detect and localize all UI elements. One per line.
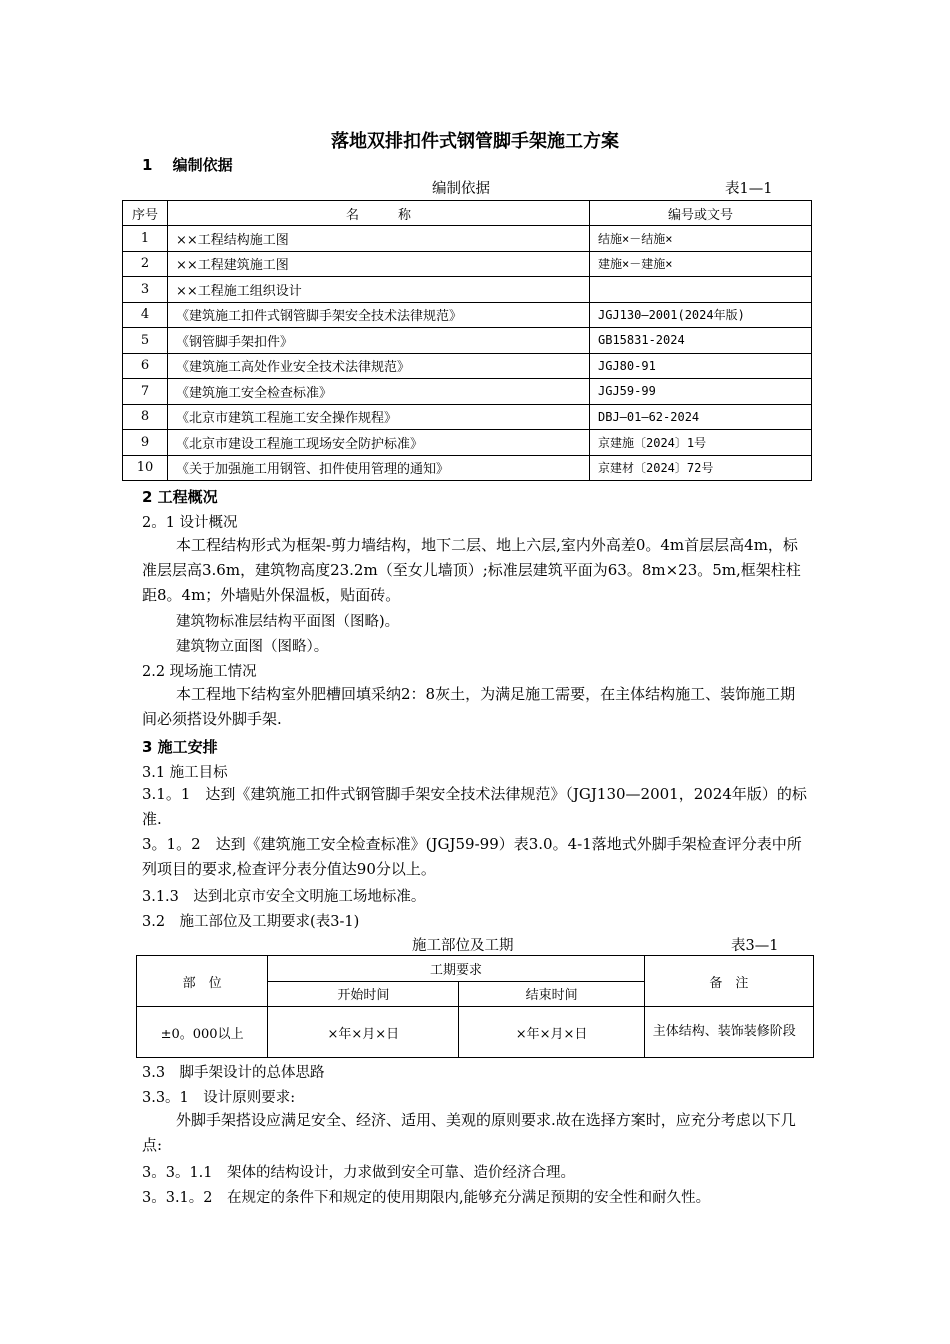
cell-code: 京建施〔2024〕1号	[590, 430, 812, 456]
cell-code: DBJ—01—62-2024	[590, 404, 812, 430]
subsection-2-1-heading: 2。1 设计概况	[142, 515, 238, 531]
site-condition-paragraph: 本工程地下结构室外肥槽回填采纳2：8灰土，为满足施工需要，在主体结构施工、装饰施工期间必须搭设外脚手架.	[142, 685, 796, 728]
cell-code: 建施×－建施×	[590, 251, 812, 277]
table-row	[123, 251, 812, 277]
cell-name: 《建筑施工安全检查标准》	[168, 379, 590, 405]
cell-note: 主体结构、装饰装修阶段	[644, 1007, 813, 1058]
principle-3-3-1-2: 3。3.1。2 在规定的条件下和规定的使用期限内,能够充分满足预期的安全性和耐久性。	[142, 1190, 711, 1206]
table-header-row	[123, 201, 812, 226]
cell-name: 《建筑施工高处作业安全技术法律规范》	[168, 353, 590, 379]
table-row	[123, 455, 812, 481]
cell-number: 3	[123, 277, 168, 303]
subsection-3-3-1-heading: 3.3。1 设计原则要求:	[142, 1090, 296, 1106]
cell-end: ×年×月×日	[459, 1007, 644, 1058]
cell-code: JGJ130—2001(2024年版)	[590, 302, 812, 328]
column-header-end: 结束时间	[459, 981, 644, 1007]
cell-start: ×年×月×日	[268, 1007, 459, 1058]
table-header-row	[137, 956, 814, 982]
cell-number: 6	[123, 353, 168, 379]
column-header: 序号	[123, 201, 168, 226]
cell-number: 4	[123, 302, 168, 328]
table-row	[137, 1007, 814, 1058]
section-1-heading: 1 编制依据	[142, 156, 233, 174]
cell-number: 10	[123, 455, 168, 481]
column-header-note: 备 注	[644, 956, 813, 1007]
table-row	[123, 328, 812, 354]
cell-part: ±0。000以上	[137, 1007, 268, 1058]
cell-code: 京建材〔2024〕72号	[590, 455, 812, 481]
table-row	[123, 302, 812, 328]
table-row	[123, 430, 812, 456]
cell-code: 结施×－结施×	[590, 226, 812, 252]
cell-code: GB15831-2024	[590, 328, 812, 354]
section-3-heading: 3 施工安排	[142, 738, 218, 756]
section-2-heading: 2 工程概况	[142, 488, 218, 506]
subsection-3-1-heading: 3.1 施工目标	[142, 765, 228, 781]
cell-name: 《北京市建筑工程施工安全操作规程》	[168, 404, 590, 430]
plan-drawing-note: 建筑物标准层结构平面图（图略)。	[176, 614, 400, 630]
table-row	[123, 379, 812, 405]
cell-number: 2	[123, 251, 168, 277]
table-row	[123, 353, 812, 379]
column-header: 名 称	[168, 201, 590, 226]
cell-number: 8	[123, 404, 168, 430]
table-2-number: 表3—1	[731, 938, 779, 954]
goal-3-1-2: 3。1。2 达到《建筑施工安全检查标准》(JGJ59-99）表3.0。4-1落地式外脚手架检查评分表中所列项目的要求,检查评分表分值达90分以上。	[142, 835, 802, 878]
subsection-3-3-heading: 3.3 脚手架设计的总体思路	[142, 1065, 325, 1081]
cell-name: ××工程施工组织设计	[168, 277, 590, 303]
column-header: 编号或文号	[590, 201, 812, 226]
basis-table-body	[123, 226, 812, 481]
basis-table	[122, 200, 812, 481]
column-header-part: 部 位	[137, 956, 268, 1007]
cell-number: 7	[123, 379, 168, 405]
table-2-caption: 施工部位及工期	[412, 938, 514, 954]
cell-name: ××工程建筑施工图	[168, 251, 590, 277]
principle-3-3-1-1: 3。3。1.1 架体的结构设计，力求做到安全可靠、造价经济合理。	[142, 1165, 576, 1181]
cell-number: 9	[123, 430, 168, 456]
design-overview-paragraph: 本工程结构形式为框架-剪力墙结构，地下二层、地上六层,室内外高差0。4m首层层高4m，标准层层高3.6m，建筑物高度23.2m（至女儿墙顶）;标准层建筑平面为63。8m×23。5m,框架柱柱距8。4m；外墙贴外保温板，贴面砖。	[142, 536, 801, 604]
cell-name: ××工程结构施工图	[168, 226, 590, 252]
cell-code: JGJ59-99	[590, 379, 812, 405]
cell-number: 1	[123, 226, 168, 252]
column-header-period: 工期要求	[268, 956, 645, 982]
elevation-drawing-note: 建筑物立面图（图略）。	[176, 639, 329, 655]
cell-code	[590, 277, 812, 303]
table-1-caption: 编制依据	[432, 181, 490, 197]
table-row	[123, 404, 812, 430]
table-1-number: 表1—1	[725, 181, 773, 197]
cell-name: 《建筑施工扣件式钢管脚手架安全技术法律规范》	[168, 302, 590, 328]
schedule-table	[136, 955, 814, 1058]
cell-code: JGJ80-91	[590, 353, 812, 379]
subsection-2-2-heading: 2.2 现场施工情况	[142, 664, 257, 680]
table-row	[123, 226, 812, 252]
cell-number: 5	[123, 328, 168, 354]
cell-name: 《钢管脚手架扣件》	[168, 328, 590, 354]
subsection-3-2-heading: 3.2 施工部位及工期要求(表3-1)	[142, 914, 360, 930]
cell-name: 《关于加强施工用钢管、扣件使用管理的通知》	[168, 455, 590, 481]
goal-3-1-1: 3.1。1 达到《建筑施工扣件式钢管脚手架安全技术法律规范》（JGJ130—2001，2024年版）的标准.	[142, 785, 807, 828]
column-header-start: 开始时间	[268, 981, 459, 1007]
goal-3-1-3: 3.1.3 达到北京市安全文明施工场地标准。	[142, 889, 426, 905]
table-row	[123, 277, 812, 303]
document-title: 落地双排扣件式钢管脚手架施工方案	[331, 131, 619, 152]
design-principle-paragraph: 外脚手架搭设应满足安全、经济、适用、美观的原则要求.故在选择方案时，应充分考虑以下几点:	[142, 1111, 796, 1154]
cell-name: 《北京市建设工程施工现场安全防护标准》	[168, 430, 590, 456]
